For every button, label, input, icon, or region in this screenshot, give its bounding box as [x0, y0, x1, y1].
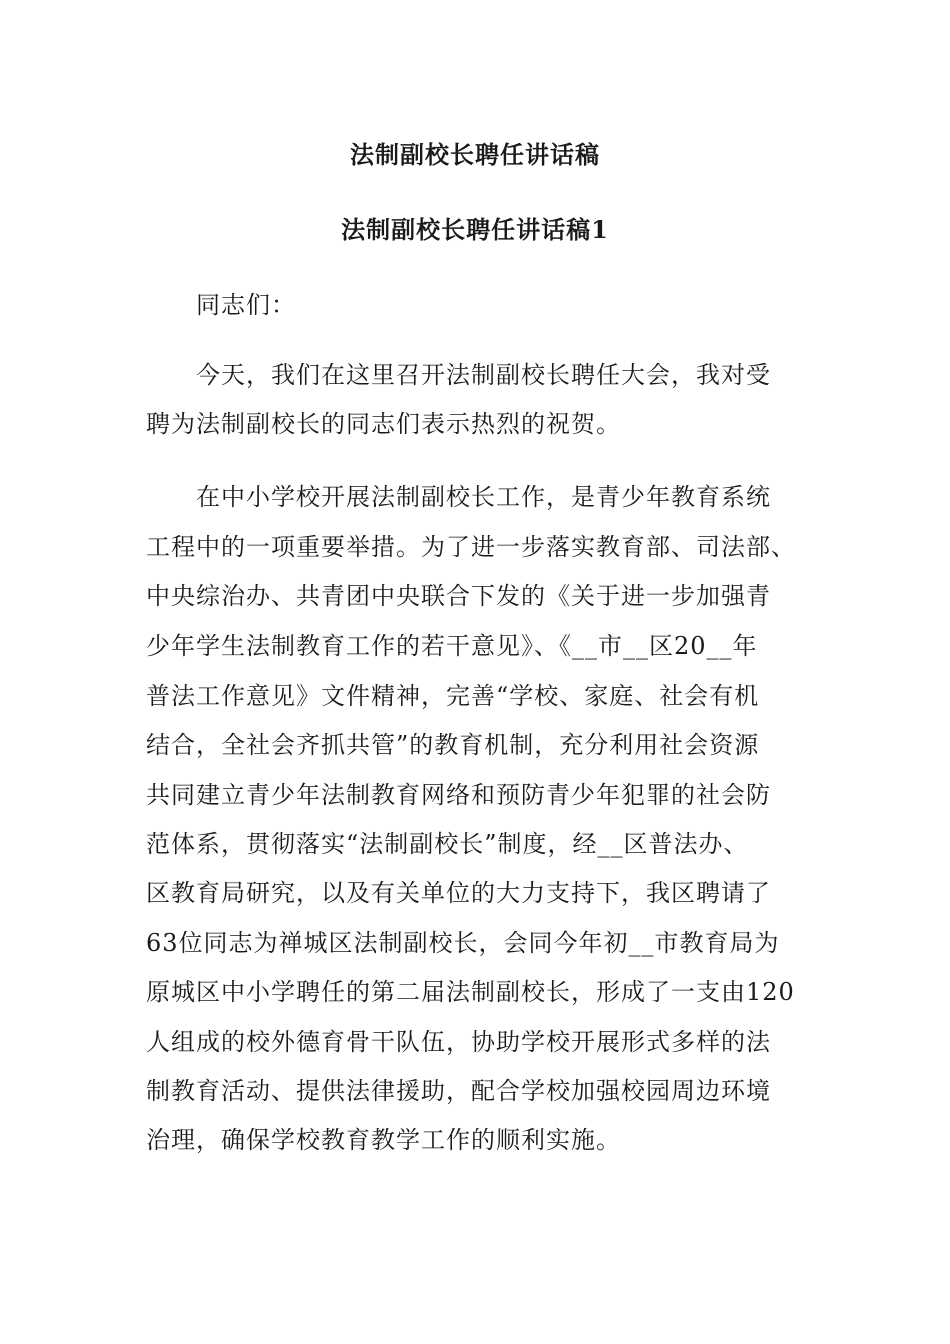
document-title: 法制副校长聘任讲话稿 [350, 140, 600, 169]
paragraph-line: 人组成的校外德育骨干队伍，协助学校开展形式多样的法 [146, 1028, 771, 1056]
paragraph-line: 工程中的一项重要举措。为了进一步落实教育部、司法部、 [146, 533, 796, 561]
paragraph-line: 共同建立青少年法制教育网络和预防青少年犯罪的社会防 [146, 781, 771, 809]
paragraph-line: 普法工作意见》文件精神，完善“学校、家庭、社会有机 [146, 682, 760, 710]
paragraph-line: 63位同志为禅城区法制副校长，会同今年初__市教育局为 [146, 929, 780, 957]
paragraph-line: 制教育活动、提供法律援助，配合学校加强校园周边环境 [146, 1077, 771, 1105]
paragraph-line: 今天，我们在这里召开法制副校长聘任大会，我对受 [196, 361, 771, 389]
paragraph-line: 结合，全社会齐抓共管”的教育机制，充分利用社会资源 [146, 731, 760, 759]
paragraph-line: 范体系，贯彻落实“法制副校长”制度，经__区普法办、 [146, 830, 749, 858]
document-subtitle: 法制副校长聘任讲话稿1 [341, 215, 609, 244]
paragraph-line: 在中小学校开展法制副校长工作，是青少年教育系统 [196, 483, 771, 511]
salutation: 同志们： [196, 291, 296, 319]
paragraph-line: 聘为法制副校长的同志们表示热烈的祝贺。 [146, 410, 621, 438]
paragraph-line: 治理，确保学校教育教学工作的顺利实施。 [146, 1126, 621, 1154]
paragraph-line: 中央综治办、共青团中央联合下发的《关于进一步加强青 [146, 582, 771, 610]
paragraph-line: 少年学生法制教育工作的若干意见》、《__市__区20__年 [146, 632, 758, 660]
paragraph-line: 原城区中小学聘任的第二届法制副校长，形成了一支由120 [146, 978, 795, 1006]
paragraph-line: 区教育局研究，以及有关单位的大力支持下，我区聘请了 [146, 879, 771, 907]
